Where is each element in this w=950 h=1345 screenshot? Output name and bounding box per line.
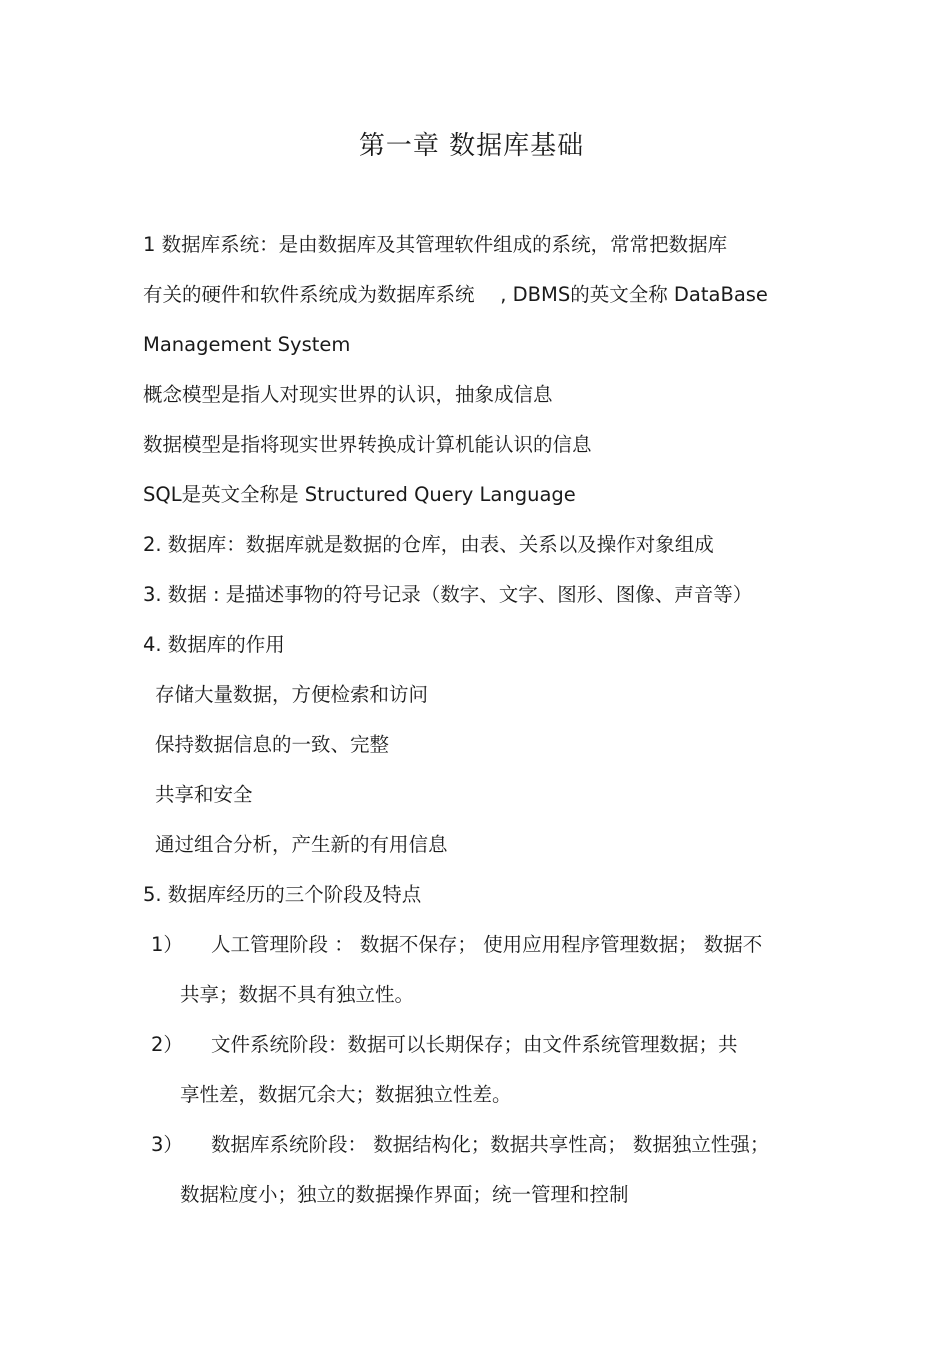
paragraph-line: 3. 数据 : 是描述事物的符号记录（数字、文字、图形、图像、声音等） [143, 583, 753, 606]
paragraph-line: 2. 数据库：数据库就是数据的仓库，由表、关系以及操作对象组成 [143, 533, 714, 556]
paragraph-line: SQL是英文全称是 Structured Query Language [143, 483, 576, 506]
paragraph-line: 概念模型是指人对现实世界的认识，抽象成信息 [143, 383, 553, 406]
paragraph-line: 数据模型是指将现实世界转换成计算机能认识的信息 [143, 433, 592, 456]
stage-item [143, 920, 823, 970]
list-item: 存储大量数据，方便检索和访问 [155, 683, 429, 706]
stage-continuation: 数据粒度小；独立的数据操作界面；统一管理和控制 [180, 1183, 629, 1206]
chapter-title: 第一章 数据库基础 [358, 131, 585, 161]
stage-number: 1） [151, 933, 183, 956]
stage-item [143, 1120, 823, 1170]
stage-text: 人工管理阶段 ： 数据不保存； 使用应用程序管理数据； 数据不 [211, 933, 763, 956]
stage-text: 文件系统阶段：数据可以长期保存；由文件系统管理数据；共 [211, 1033, 738, 1056]
stage-item [143, 1020, 823, 1070]
stage-continuation: 享性差，数据冗余大；数据独立性差。 [180, 1083, 512, 1106]
list-item: 通过组合分析，产生新的有用信息 [155, 833, 448, 856]
stage-number: 3） [151, 1133, 183, 1156]
section-heading: 5. 数据库经历的三个阶段及特点 [143, 883, 422, 906]
section-heading: 4. 数据库的作用 [143, 633, 285, 656]
stage-text: 数据库系统阶段： 数据结构化；数据共享性高； 数据独立性强； [211, 1133, 770, 1156]
list-item: 保持数据信息的一致、完整 [155, 733, 390, 756]
body-content [143, 220, 823, 1220]
paragraph-line: Management System [143, 333, 351, 356]
stage-continuation: 共享；数据不具有独立性。 [180, 983, 415, 1006]
paragraph-line: 1 数据库系统：是由数据库及其管理软件组成的系统，常常把数据库 [143, 233, 728, 256]
list-item: 共享和安全 [155, 783, 253, 806]
paragraph-line: 有关的硬件和软件系统成为数据库系统 , DBMS的英文全称 DataBase [143, 283, 768, 306]
stage-number: 2） [151, 1033, 183, 1056]
